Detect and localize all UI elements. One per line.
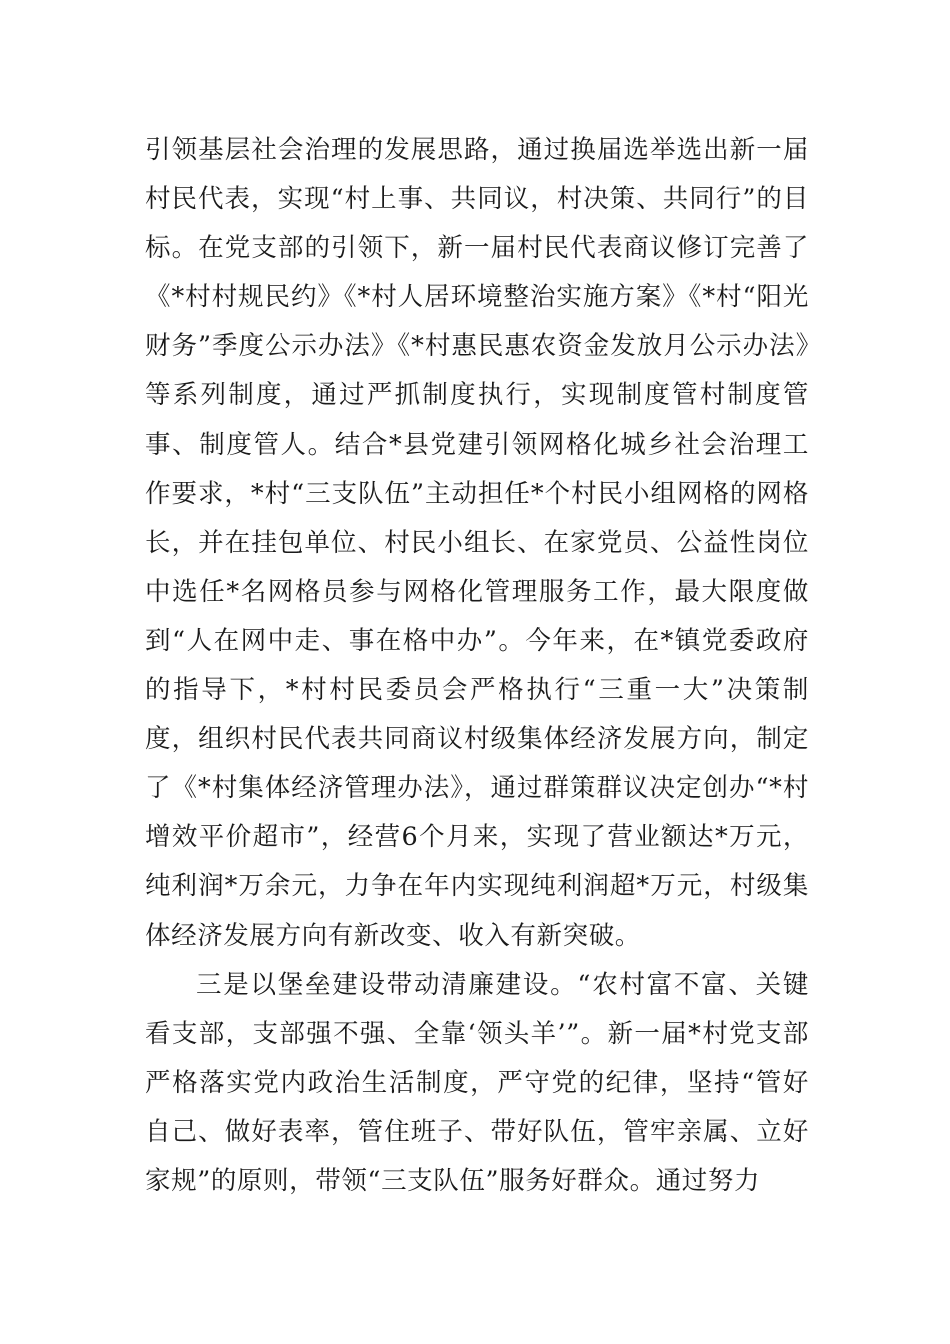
paragraph-1: 引领基层社会治理的发展思路，通过换届选举选出新一届村民代表，实现“村上事、共同议，村决策、共同行”的目标。在党支部的引领下，新一届村民代表商议修订完善了《*村村规民约》《*村人居环境整治实施方案》《*村“阳光财务”季度公示办法》《*村惠民惠农资金发放月公示办法》等系列制度，通过严抓制度执行，实现制度管村制度管事、制度管人。结合*县党建引领网格化城乡社会治理工作要求，*村“三支队伍”主动担任*个村民小组网格的网格长，并在挂包单位、村民小组长、在家党员、公益性岗位中选任*名网格员参与网格化管理服务工作，最大限度做到“人在网中走、事在格中办”。今年来，在*镇党委政府的指导下，*村村民委员会严格执行“三重一大”决策制度，组织村民代表共同商议村级集体经济发展方向，制定了《*村集体经济管理办法》，通过群策群议决定创办“*村增效平价超市”，经营6个月来，实现了营业额达*万元，纯利润*万余元，力争在年内实现纯利润超*万元，村级集体经济发展方向有新改变、收入有新突破。	[145, 135, 809, 951]
paragraph-2: 三是以堡垒建设带动清廉建设。“农村富不富、关键看支部，支部强不强、全靠‘领头羊’”。新一届*村党支部严格落实党内政治生活制度，严守党的纪律，坚持“管好自己、做好表率，管住班子、带好队伍，管牢亲属、立好家规”的原则，带领“三支队伍”服务好群众。通过努力	[145, 969, 809, 1196]
document-body	[145, 126, 809, 1206]
